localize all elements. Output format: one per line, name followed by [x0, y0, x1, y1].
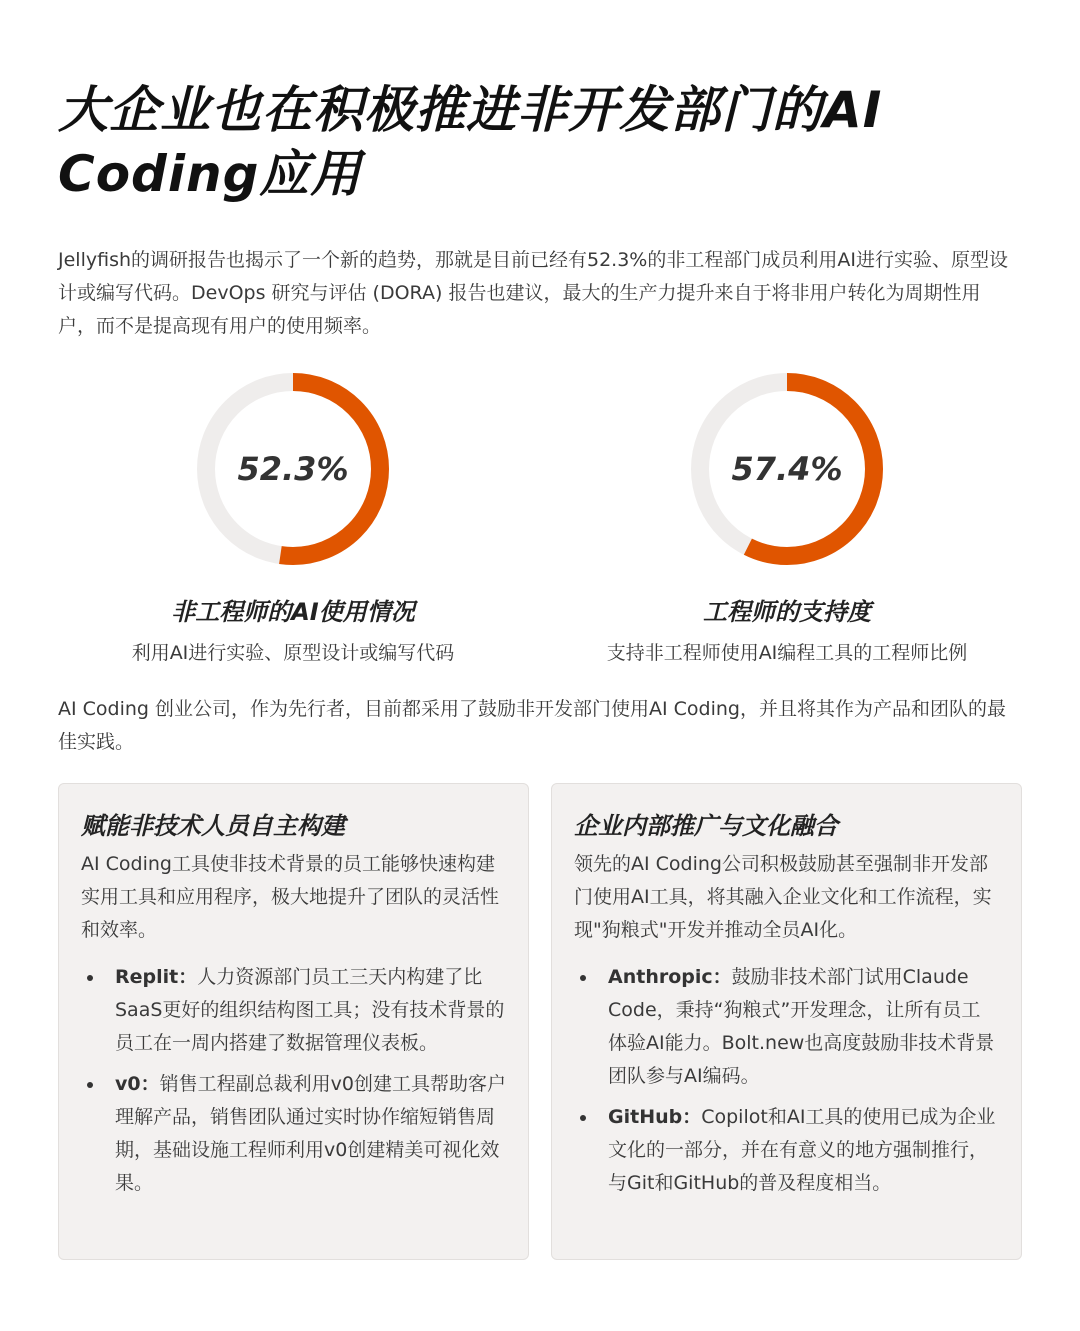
donut-chart-non-engineers: [196, 372, 390, 566]
card-description: 领先的AI Coding公司积极鼓励甚至强制非开发部门使用AI工具，将其融入企业文化和工作流程，实现"狗粮式"开发并推动全员AI化。: [574, 853, 992, 941]
list-item: [574, 961, 999, 1093]
donut-value: 57.4%: [731, 450, 843, 488]
card-culture: [551, 783, 1022, 1260]
item-name: Replit：: [115, 966, 198, 988]
item-text: 鼓励非技术部门试用Claude Code，秉持“狗粮式”开发理念，让所有员工体验AI能力。Bolt.new也高度鼓励非技术背景团队参与AI编码。: [608, 966, 995, 1087]
list-item: [574, 1101, 999, 1200]
card-title: 企业内部推广与文化融合: [574, 812, 838, 840]
stat-title: 非工程师的AI使用情况: [171, 598, 415, 626]
item-text: 销售工程副总裁利用v0创建工具帮助客户理解产品，销售团队通过实时协作缩短销售周期，基础设施工程师利用v0创建精美可视化效果。: [115, 1073, 506, 1194]
item-name: GitHub：: [608, 1106, 702, 1128]
item-text: 人力资源部门员工三天内构建了比SaaS更好的组织结构图工具；没有技术背景的员工在一周内搭建了数据管理仪表板。: [115, 966, 505, 1054]
list-item: [81, 1068, 506, 1200]
item-name: Anthropic：: [608, 966, 732, 988]
donut-chart-engineers: [690, 372, 884, 566]
card-title: 赋能非技术人员自主构建: [81, 812, 345, 840]
item-name: v0：: [115, 1073, 160, 1095]
paragraph-2: AI Coding 创业公司，作为先行者，目前都采用了鼓励非开发部门使用AI Coding，并且将其作为产品和团队的最佳实践。: [58, 698, 1006, 753]
stat-subtitle: 支持非工程师使用AI编程工具的工程师比例: [606, 642, 968, 664]
stat-subtitle: 利用AI进行实验、原型设计或编写代码: [131, 642, 455, 664]
stat-title: 工程师的支持度: [703, 598, 871, 626]
card-description: AI Coding工具使非技术背景的员工能够快速构建实用工具和应用程序，极大地提升了团队的灵活性和效率。: [81, 853, 500, 941]
donut-value: 52.3%: [237, 450, 349, 488]
intro-paragraph: Jellyfish的调研报告也揭示了一个新的趋势，那就是目前已经有52.3%的非工程部门成员利用AI进行实验、原型设计或编写代码。DevOps 研究与评估 (DORA) 报告也建议，最大的生产力提升来自于将非用户转化为周期性用户，而不是提高现有用户的使用频率。: [58, 249, 1008, 337]
card-empower: [58, 783, 529, 1260]
page-title: 大企业也在积极推进非开发部门的AI Coding应用: [58, 81, 883, 203]
list-item: [81, 961, 506, 1060]
item-text: Copilot和AI工具的使用已成为企业文化的一部分，并在有意义的地方强制推行，与Git和GitHub的普及程度相当。: [608, 1106, 996, 1194]
